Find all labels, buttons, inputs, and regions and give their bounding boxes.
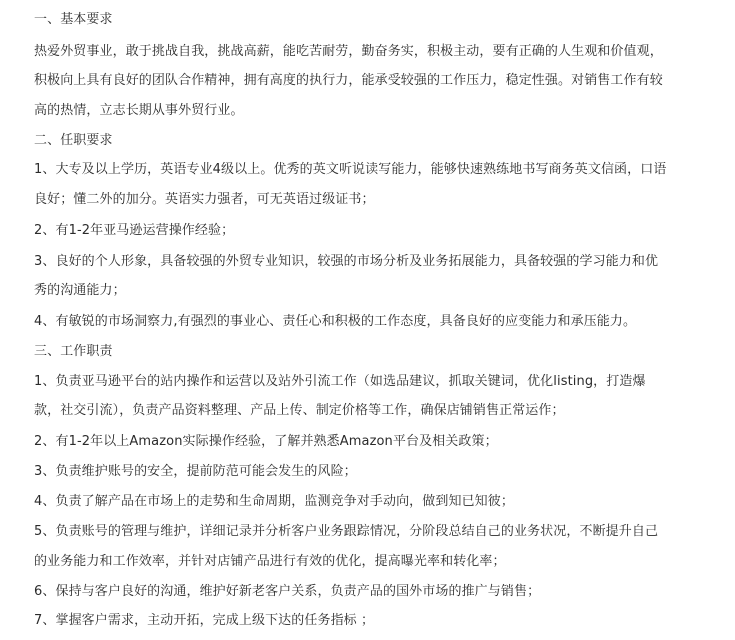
list-item-line: 4、有敏锐的市场洞察力,有强烈的事业心、责任心和积极的工作态度，具备良好的应变能力和承压能力。 xyxy=(34,314,637,329)
list-item-line: 5、负责账号的管理与维护，详细记录并分析客户业务跟踪情况，分阶段总结自己的业务状况，不断提升自己 xyxy=(34,524,659,539)
list-item-line: 款，社交引流），负责产品资料整理、产品上传、制定价格等工作，确保店铺销售正常运作； xyxy=(34,403,565,418)
list-item-line: 1、负责亚马逊平台的站内操作和运营以及站外引流工作（如选品建议，抓取关键词，优化listing，打造爆 xyxy=(34,374,646,389)
list-item-line: 秀的沟通能力； xyxy=(34,283,126,298)
paragraph-line: 热爱外贸事业，敢于挑战自我，挑战高薪，能吃苦耐劳，勤奋务实，积极主动，要有正确的人生观和价值观， xyxy=(34,44,663,59)
paragraph-line: 高的热情，立志长期从事外贸行业。 xyxy=(34,103,244,118)
section-heading-basic-requirements: 一、基本要求 xyxy=(34,12,113,27)
list-item-line: 2、有1-2年亚马逊运营操作经验； xyxy=(34,223,235,238)
list-item-line: 6、保持与客户良好的沟通，维护好新老客户关系，负责产品的国外市场的推广与销售； xyxy=(34,584,541,599)
paragraph-line: 积极向上具有良好的团队合作精神，拥有高度的执行力，能承受较强的工作压力，稳定性强。对销售工作有较 xyxy=(34,73,663,88)
list-item-line: 4、负责了解产品在市场上的走势和生命周期，监测竞争对手动向，做到知已知彼； xyxy=(34,494,514,509)
list-item-line: 7、掌握客户需求，主动开拓，完成上级下达的任务指标 ； xyxy=(34,613,375,628)
section-heading-qualifications: 二、任职要求 xyxy=(34,133,113,148)
list-item-line: 3、负责维护账号的安全，提前防范可能会发生的风险； xyxy=(34,464,357,479)
list-item-line: 良好；懂二外的加分。英语实力强者，可无英语过级证书； xyxy=(34,192,375,207)
list-item-line: 3、良好的个人形象，具备较强的外贸专业知识，较强的市场分析及业务拓展能力，具备较强的学习能力和优 xyxy=(34,254,659,269)
list-item-line: 的业务能力和工作效率，并针对店铺产品进行有效的优化，提高曝光率和转化率； xyxy=(34,554,506,569)
list-item-line: 2、有1-2年以上Amazon实际操作经验，了解并熟悉Amazon平台及相关政策； xyxy=(34,434,498,449)
section-heading-duties: 三、工作职责 xyxy=(34,344,113,359)
list-item-line: 1、大专及以上学历，英语专业4级以上。优秀的英文听说读写能力，能够快速熟练地书写商务英文信函，口语 xyxy=(34,162,667,177)
